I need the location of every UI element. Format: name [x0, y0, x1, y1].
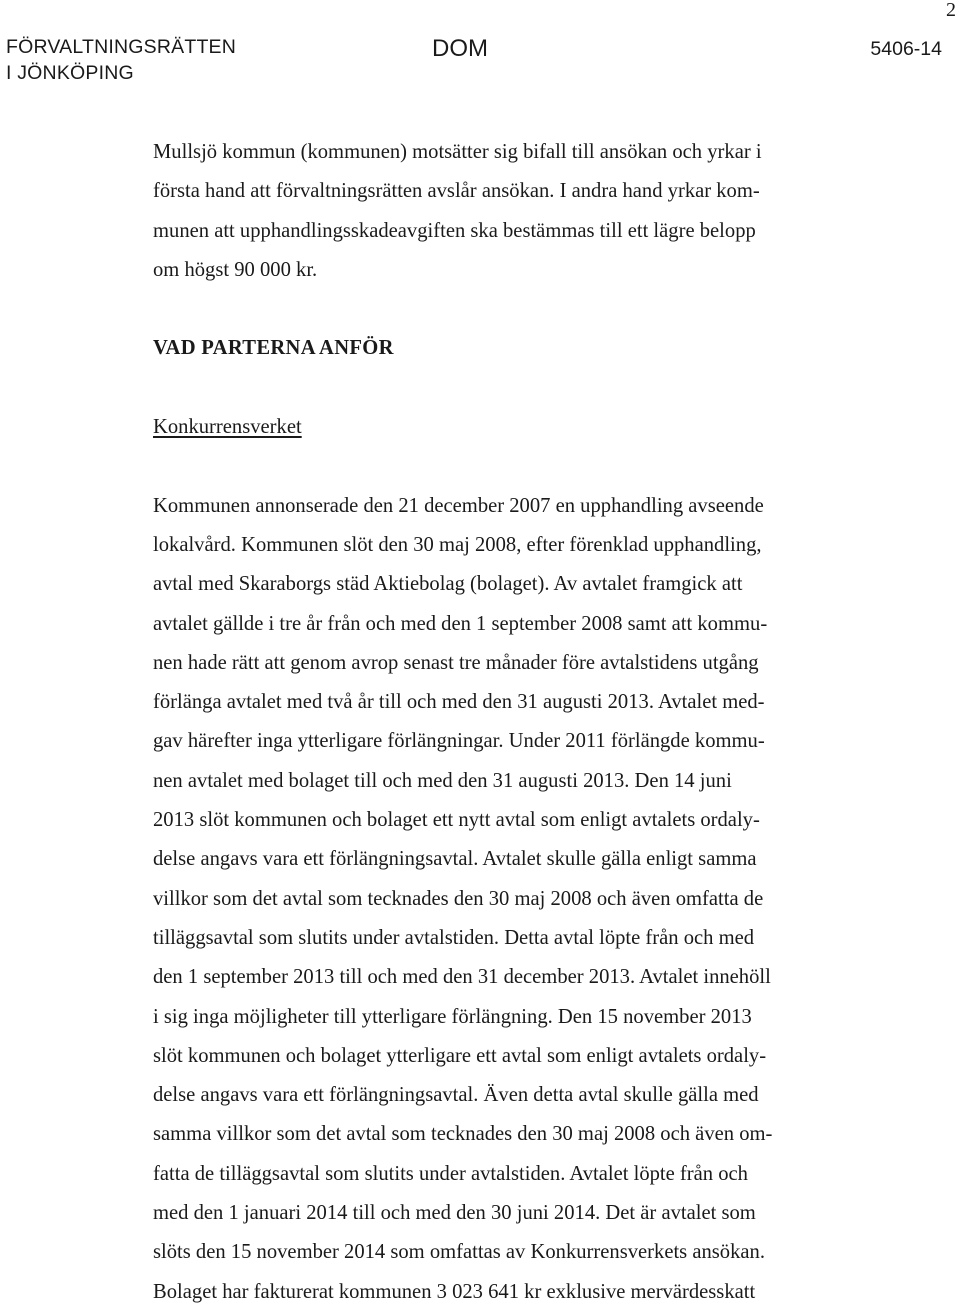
- text-line: 2013 slöt kommunen och bolaget ett nytt avtal som enligt avtalets ordaly-: [153, 809, 760, 832]
- text-line: Mullsjö kommun (kommunen) motsätter sig bifall till ansökan och yrkar i: [153, 141, 762, 163]
- court-name-line-2: I JÖNKÖPING: [6, 62, 134, 84]
- text-line: villkor som det avtal som tecknades den 30 maj 2008 och även omfatta de: [153, 887, 764, 910]
- document-header: [6, 34, 942, 90]
- text-line: munen att upphandlingsskadeavgiften ska bestämmas till ett lägre belopp: [153, 219, 756, 242]
- main-paragraph: [153, 487, 853, 1312]
- text-line: första hand att förvaltningsrätten avslår ansökan. I andra hand yrkar kom-: [153, 180, 760, 203]
- text-line: slöt kommunen och bolaget ytterligare ett avtal som enligt avtalets ordaly-: [153, 1044, 767, 1067]
- spacer: [153, 447, 853, 486]
- text-line: i sig inga möjligheter till ytterligare förlängning. Den 15 november 2013: [153, 1005, 752, 1028]
- document-type: DOM: [432, 35, 488, 62]
- text-line: delse angavs vara ett förlängningsavtal. Även detta avtal skulle gälla med: [153, 1084, 759, 1107]
- text-line: fatta de tilläggsavtal som slutits under avtalstiden. Avtalet löpte från och: [153, 1162, 748, 1185]
- page-number: 2: [946, 0, 956, 21]
- text-line: gav härefter inga ytterligare förlängningar. Under 2011 förlängde kommu-: [153, 730, 765, 753]
- text-line: avtal med Skaraborgs städ Aktiebolag (bolaget). Av avtalet framgick att: [153, 573, 743, 596]
- text-line: tilläggsavtal som slutits under avtalstiden. Detta avtal löpte från och med: [153, 926, 755, 949]
- spacer: [153, 369, 853, 408]
- text-line: Bolaget har fakturerat kommunen 3 023 641 kr exklusive mervärdesskatt: [153, 1280, 756, 1303]
- text-line: om högst 90 000 kr.: [153, 258, 318, 281]
- intro-paragraph: [153, 133, 853, 290]
- text-line: delse angavs vara ett förlängningsavtal. Avtalet skulle gälla enligt samma: [153, 848, 757, 871]
- court-name-line-1: FÖRVALTNINGSRÄTTEN: [6, 36, 237, 58]
- text-line: slöts den 15 november 2014 som omfattas av Konkurrensverkets ansökan.: [153, 1241, 765, 1264]
- case-number: 5406-14: [870, 38, 942, 60]
- text-line: samma villkor som det avtal som tecknades den 30 maj 2008 och även om-: [153, 1123, 773, 1146]
- section-heading: VAD PARTERNA ANFÖR: [153, 337, 394, 360]
- text-line: lokalvård. Kommunen slöt den 30 maj 2008, efter förenklad upphandling,: [153, 533, 762, 556]
- text-line: Kommunen annonserade den 21 december 2007 en upphandling avseende: [153, 494, 764, 517]
- party-subheading: Konkurrensverket: [153, 416, 302, 439]
- text-line: avtalet gällde i tre år från och med den 1 september 2008 samt att kommu-: [153, 612, 768, 635]
- text-line: nen avtalet med bolaget till och med den 31 augusti 2013. Den 14 juni: [153, 769, 732, 792]
- spacer: [153, 290, 853, 329]
- document-body: [153, 133, 853, 1312]
- text-line: med den 1 januari 2014 till och med den 30 juni 2014. Det är avtalet som: [153, 1202, 756, 1225]
- text-line: nen hade rätt att genom avrop senast tre månader före avtalstidens utgång: [153, 651, 759, 674]
- text-line: den 1 september 2013 till och med den 31 december 2013. Avtalet innehöll: [153, 966, 771, 989]
- text-line: förlänga avtalet med två år till och med den 31 augusti 2013. Avtalet med-: [153, 691, 765, 714]
- court-name: [6, 34, 236, 86]
